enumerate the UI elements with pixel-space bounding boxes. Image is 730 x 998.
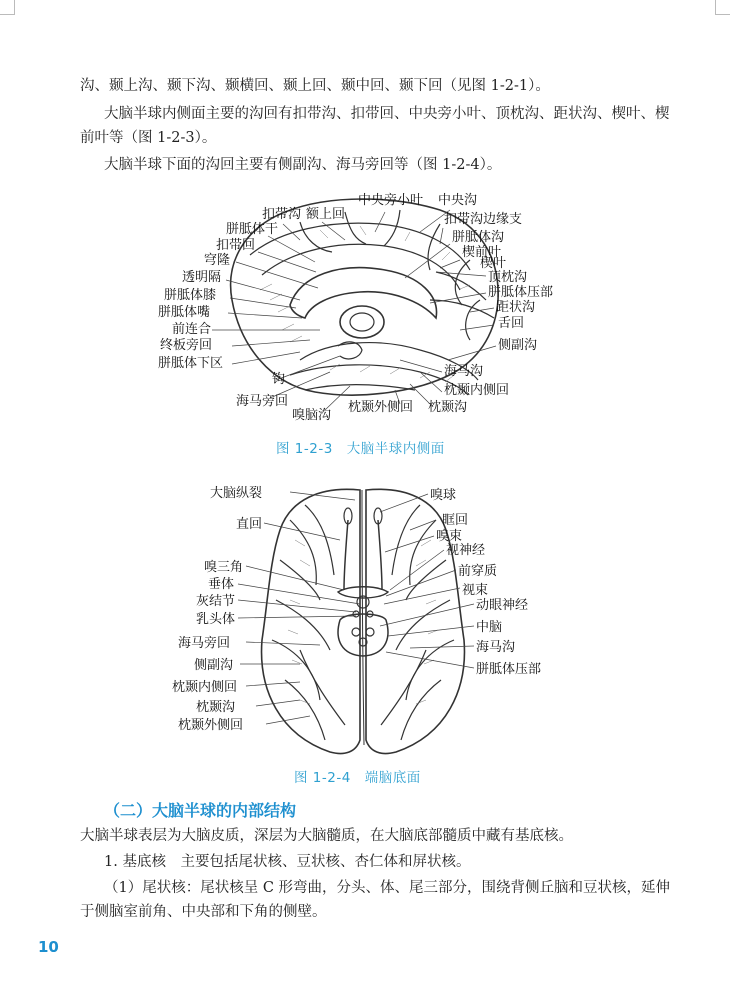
label-calcarine-sulcus: 距状沟 (496, 300, 536, 315)
label-olfactory-tract: 嗅束 (436, 529, 463, 544)
label-cingulate-sulcus: 扣带沟 (262, 207, 302, 222)
label-cuneus: 楔叶 (480, 256, 507, 271)
label-tuber-cinereum: 灰结节 (196, 594, 236, 609)
body-line-top: 沟、颞上沟、颞下沟、颞横回、颞上回、颞中回、颞下回（见图 1-2-1）。 (80, 78, 550, 94)
basal-nuclei-heading: 1. 基底核 主要包括尾状核、豆状核、杏仁体和屏状核。 (104, 854, 471, 870)
figure-caption-1-2-3: 图 1-2-3 大脑半球内侧面 (276, 441, 445, 457)
label-parahippocampal-gyrus-basal: 海马旁回 (178, 636, 231, 651)
label-midbrain: 中脑 (476, 620, 503, 635)
label-superior-frontal-gyrus: 额上回 (306, 207, 346, 222)
caudate-line-1: （1）尾状核：尾状核呈 C 形弯曲，分头、体、尾三部分，围绕背侧丘脑和豆状核，延伸 (104, 880, 671, 896)
paragraph-medial-line-1: 大脑半球内侧面主要的沟回有扣带沟、扣带回、中央旁小叶、顶枕沟、距状沟、楔叶、楔 (104, 106, 670, 122)
label-hippocampal-sulcus: 海马沟 (444, 364, 484, 379)
label-medial-occipitotemporal-gyrus: 枕颞内侧回 (444, 383, 510, 398)
label-gyrus-rectus: 直回 (236, 517, 263, 532)
label-collateral-sulcus-basal: 侧副沟 (194, 658, 234, 673)
paragraph-medial-line-2: 前叶等（图 1-2-3）。 (80, 130, 217, 146)
label-subcallosal-area: 胼胝体下区 (158, 356, 224, 371)
label-longitudinal-fissure: 大脑纵裂 (210, 486, 263, 501)
label-medial-occipitotemporal-gyrus-basal: 枕颞内侧回 (172, 680, 238, 695)
label-splenium: 胼胝体压部 (488, 285, 554, 300)
label-oculomotor-nerve: 动眼神经 (476, 598, 529, 613)
label-olfactory-bulb: 嗅球 (430, 488, 457, 503)
section-intro: 大脑半球表层为大脑皮质，深层为大脑髓质，在大脑底部髓质中藏有基底核。 (80, 828, 573, 844)
label-orbital-gyri: 眶回 (442, 513, 469, 528)
label-optic-nerve: 视神经 (446, 543, 486, 558)
label-parieto-occipital-sulcus: 顶枕沟 (488, 270, 528, 285)
label-mammillary-body: 乳头体 (196, 612, 236, 627)
label-splenium-basal: 胼胝体压部 (476, 662, 542, 677)
label-lateral-occipitotemporal-gyrus: 枕颞外侧回 (348, 400, 414, 415)
label-parahippocampal-gyrus: 海马旁回 (236, 394, 289, 409)
label-fornix: 穹隆 (204, 253, 231, 268)
label-precuneus: 楔前叶 (462, 245, 502, 260)
label-anterior-perforated-substance: 前穿质 (458, 564, 498, 579)
label-hippocampal-sulcus-basal: 海马沟 (476, 640, 516, 655)
label-occipitotemporal-sulcus: 枕颞沟 (428, 400, 468, 415)
label-central-sulcus: 中央沟 (438, 193, 478, 208)
label-rostrum: 胼胝体嘴 (158, 305, 211, 320)
page-number: 10 (38, 938, 59, 956)
label-collateral-sulcus: 侧副沟 (498, 338, 538, 353)
label-lingual-gyrus: 舌回 (498, 316, 525, 331)
label-anterior-commissure: 前连合 (172, 322, 212, 337)
label-occipitotemporal-sulcus-basal: 枕颞沟 (196, 700, 236, 715)
section-title: （二）大脑半球的内部结构 (104, 801, 297, 820)
label-septum-pellucidum: 透明隔 (182, 270, 222, 285)
label-uncus: 钩 (272, 372, 286, 387)
caudate-line-2: 于侧脑室前角、中央部和下角的侧壁。 (80, 904, 327, 920)
label-hypophysis: 垂体 (208, 577, 235, 592)
label-callosal-sulcus: 胼胝体沟 (452, 230, 505, 245)
figure-caption-1-2-4: 图 1-2-4 端脑底面 (294, 770, 421, 786)
label-olfactory-trigone: 嗅三角 (204, 560, 244, 575)
label-genu: 胼胝体膝 (164, 288, 217, 303)
label-paracentral-lobule: 中央旁小叶 (358, 193, 424, 208)
label-lateral-occipitotemporal-gyrus-basal: 枕颞外侧回 (178, 718, 244, 733)
label-corpus-callosum-trunk: 胼胝体干 (226, 222, 279, 237)
label-paraterminal-gyrus: 终板旁回 (160, 338, 213, 353)
paragraph-inferior: 大脑半球下面的沟回主要有侧副沟、海马旁回等（图 1-2-4）。 (104, 157, 502, 173)
label-optic-tract: 视束 (462, 583, 489, 598)
label-marginal-branch: 扣带沟边缘支 (444, 212, 523, 227)
label-rhinal-sulcus: 嗅脑沟 (292, 408, 332, 423)
label-cingulate-gyrus: 扣带回 (216, 238, 256, 253)
